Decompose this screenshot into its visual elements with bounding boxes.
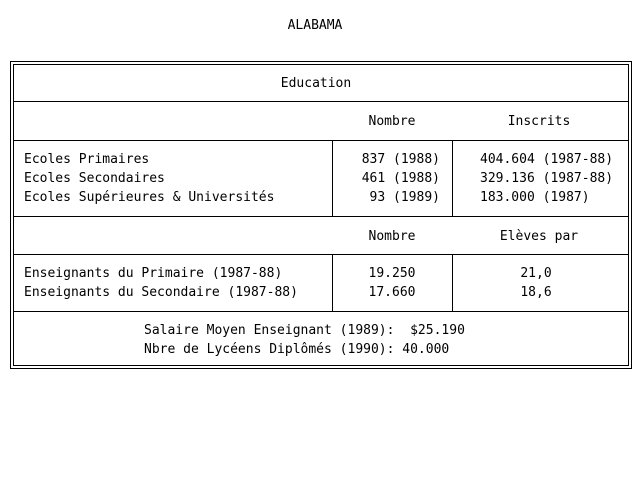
table-row-count: 93 (1989) <box>369 190 440 205</box>
table-row-count: 461 (1988) <box>361 171 440 186</box>
table-row-count: 837 (1988) <box>361 152 440 167</box>
table-row-enrolled: 329.136 (1987-88) <box>480 171 614 186</box>
table-row-enrolled: 183.000 (1987) <box>480 190 590 205</box>
schools-enrolled-header: Inscrits <box>507 114 571 129</box>
teachers-count-header: Nombre <box>368 229 416 244</box>
table-row-label: Ecoles Supérieures & Universités <box>24 190 275 205</box>
table-row-ratio: 18,6 <box>520 285 552 300</box>
graduates-line: Nbre de Lycéens Diplômés (1990): 40.000 <box>144 342 450 357</box>
column-divider <box>332 254 333 312</box>
table-row-label: Enseignants du Secondaire (1987-88) <box>24 285 298 300</box>
divider <box>13 311 629 312</box>
column-divider <box>332 140 333 217</box>
table-row-label: Ecoles Secondaires <box>24 171 165 186</box>
salary-line: Salaire Moyen Enseignant (1989): $25.190 <box>144 323 465 338</box>
table-row-count: 17.660 <box>368 285 416 300</box>
column-divider <box>452 254 453 312</box>
divider <box>13 101 629 102</box>
divider <box>13 216 629 217</box>
table-row-count: 19.250 <box>368 266 416 281</box>
table-row-ratio: 21,0 <box>520 266 552 281</box>
teachers-ratio-header: Elèves par <box>499 229 579 244</box>
section-title: Education <box>280 76 352 91</box>
table-row-enrolled: 404.604 (1987-88) <box>480 152 614 167</box>
divider <box>13 254 629 255</box>
page-title: ALABAMA <box>287 18 343 33</box>
schools-count-header: Nombre <box>368 114 416 129</box>
table-row-label: Ecoles Primaires <box>24 152 150 167</box>
divider <box>13 140 629 141</box>
table-row-label: Enseignants du Primaire (1987-88) <box>24 266 283 281</box>
column-divider <box>452 140 453 217</box>
